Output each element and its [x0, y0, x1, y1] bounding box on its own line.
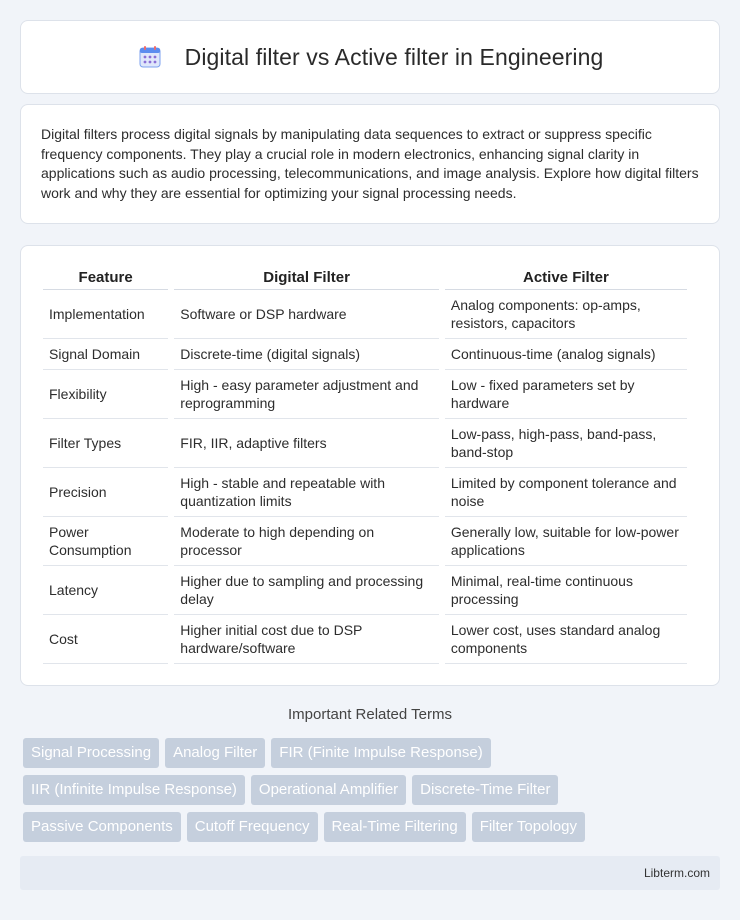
table-cell: Signal Domain — [43, 339, 168, 370]
intro-card — [20, 104, 720, 224]
comparison-table — [37, 266, 693, 664]
table-cell: Moderate to high depending on processor — [174, 517, 439, 566]
related-terms-title: Important Related Terms — [288, 706, 452, 723]
column-header-active-filter: Active Filter — [445, 266, 687, 290]
table-row — [43, 370, 687, 419]
table-row — [43, 615, 687, 664]
table-cell: Lower cost, uses standard analog components — [445, 615, 687, 664]
tag-operational-amplifier[interactable]: Operational Amplifier — [251, 775, 406, 805]
table-cell: Software or DSP hardware — [174, 290, 439, 339]
table-cell: High - easy parameter adjustment and reprogramming — [174, 370, 439, 419]
table-cell: Low-pass, high-pass, band-pass, band-stop — [445, 419, 687, 468]
page-title: Digital filter vs Active filter in Engineering — [184, 43, 604, 70]
table-cell: Power Consumption — [43, 517, 168, 566]
table-cell: Higher due to sampling and processing delay — [174, 566, 439, 615]
document-calendar-icon — [137, 44, 163, 70]
tag-passive-components[interactable]: Passive Components — [23, 812, 181, 842]
table-row — [43, 419, 687, 468]
footer — [20, 856, 720, 890]
tag-iir[interactable]: IIR (Infinite Impulse Response) — [23, 775, 245, 805]
table-cell: Minimal, real-time continuous processing — [445, 566, 687, 615]
table-cell: High - stable and repeatable with quantization limits — [174, 468, 439, 517]
table-cell: Continuous-time (analog signals) — [445, 339, 687, 370]
table-cell: Precision — [43, 468, 168, 517]
tag-signal-processing[interactable]: Signal Processing — [23, 738, 159, 768]
header-card — [20, 20, 720, 94]
intro-text: Digital filters process digital signals by manipulating data sequences to extract or suppress specific frequency components. They play a crucial role in modern electronics, enhancing signal clarity in applications such as audio processing, telecommunications, and image analysis. Explore how digital filters work and why they are essential for optimizing your signal processing needs. — [41, 126, 699, 201]
table-cell: Filter Types — [43, 419, 168, 468]
footer-site-link[interactable]: Libterm.com — [643, 866, 710, 880]
table-cell: FIR, IIR, adaptive filters — [174, 419, 439, 468]
table-cell: Limited by component tolerance and noise — [445, 468, 687, 517]
table-cell: Low - fixed parameters set by hardware — [445, 370, 687, 419]
table-row — [43, 468, 687, 517]
tag-row — [23, 812, 723, 842]
tag-fir[interactable]: FIR (Finite Impulse Response) — [271, 738, 490, 768]
table-row — [43, 517, 687, 566]
table-row — [43, 566, 687, 615]
tag-cutoff-frequency[interactable]: Cutoff Frequency — [187, 812, 318, 842]
tag-real-time-filtering[interactable]: Real-Time Filtering — [324, 812, 466, 842]
comparison-table-card — [20, 245, 720, 686]
tag-analog-filter[interactable]: Analog Filter — [165, 738, 265, 768]
table-row — [43, 290, 687, 339]
table-row — [43, 339, 687, 370]
related-terms-tags — [23, 738, 723, 849]
table-header-row — [43, 266, 687, 290]
table-cell: Latency — [43, 566, 168, 615]
tag-row — [23, 775, 723, 805]
table-cell: Flexibility — [43, 370, 168, 419]
table-cell: Implementation — [43, 290, 168, 339]
table-cell: Higher initial cost due to DSP hardware/software — [174, 615, 439, 664]
tag-row — [23, 738, 723, 768]
tag-filter-topology[interactable]: Filter Topology — [472, 812, 585, 842]
table-cell: Discrete-time (digital signals) — [174, 339, 439, 370]
table-cell: Generally low, suitable for low-power applications — [445, 517, 687, 566]
column-header-digital-filter: Digital Filter — [174, 266, 439, 290]
tag-discrete-time-filter[interactable]: Discrete-Time Filter — [412, 775, 558, 805]
table-cell: Cost — [43, 615, 168, 664]
table-cell: Analog components: op-amps, resistors, capacitors — [445, 290, 687, 339]
column-header-feature: Feature — [43, 266, 168, 290]
